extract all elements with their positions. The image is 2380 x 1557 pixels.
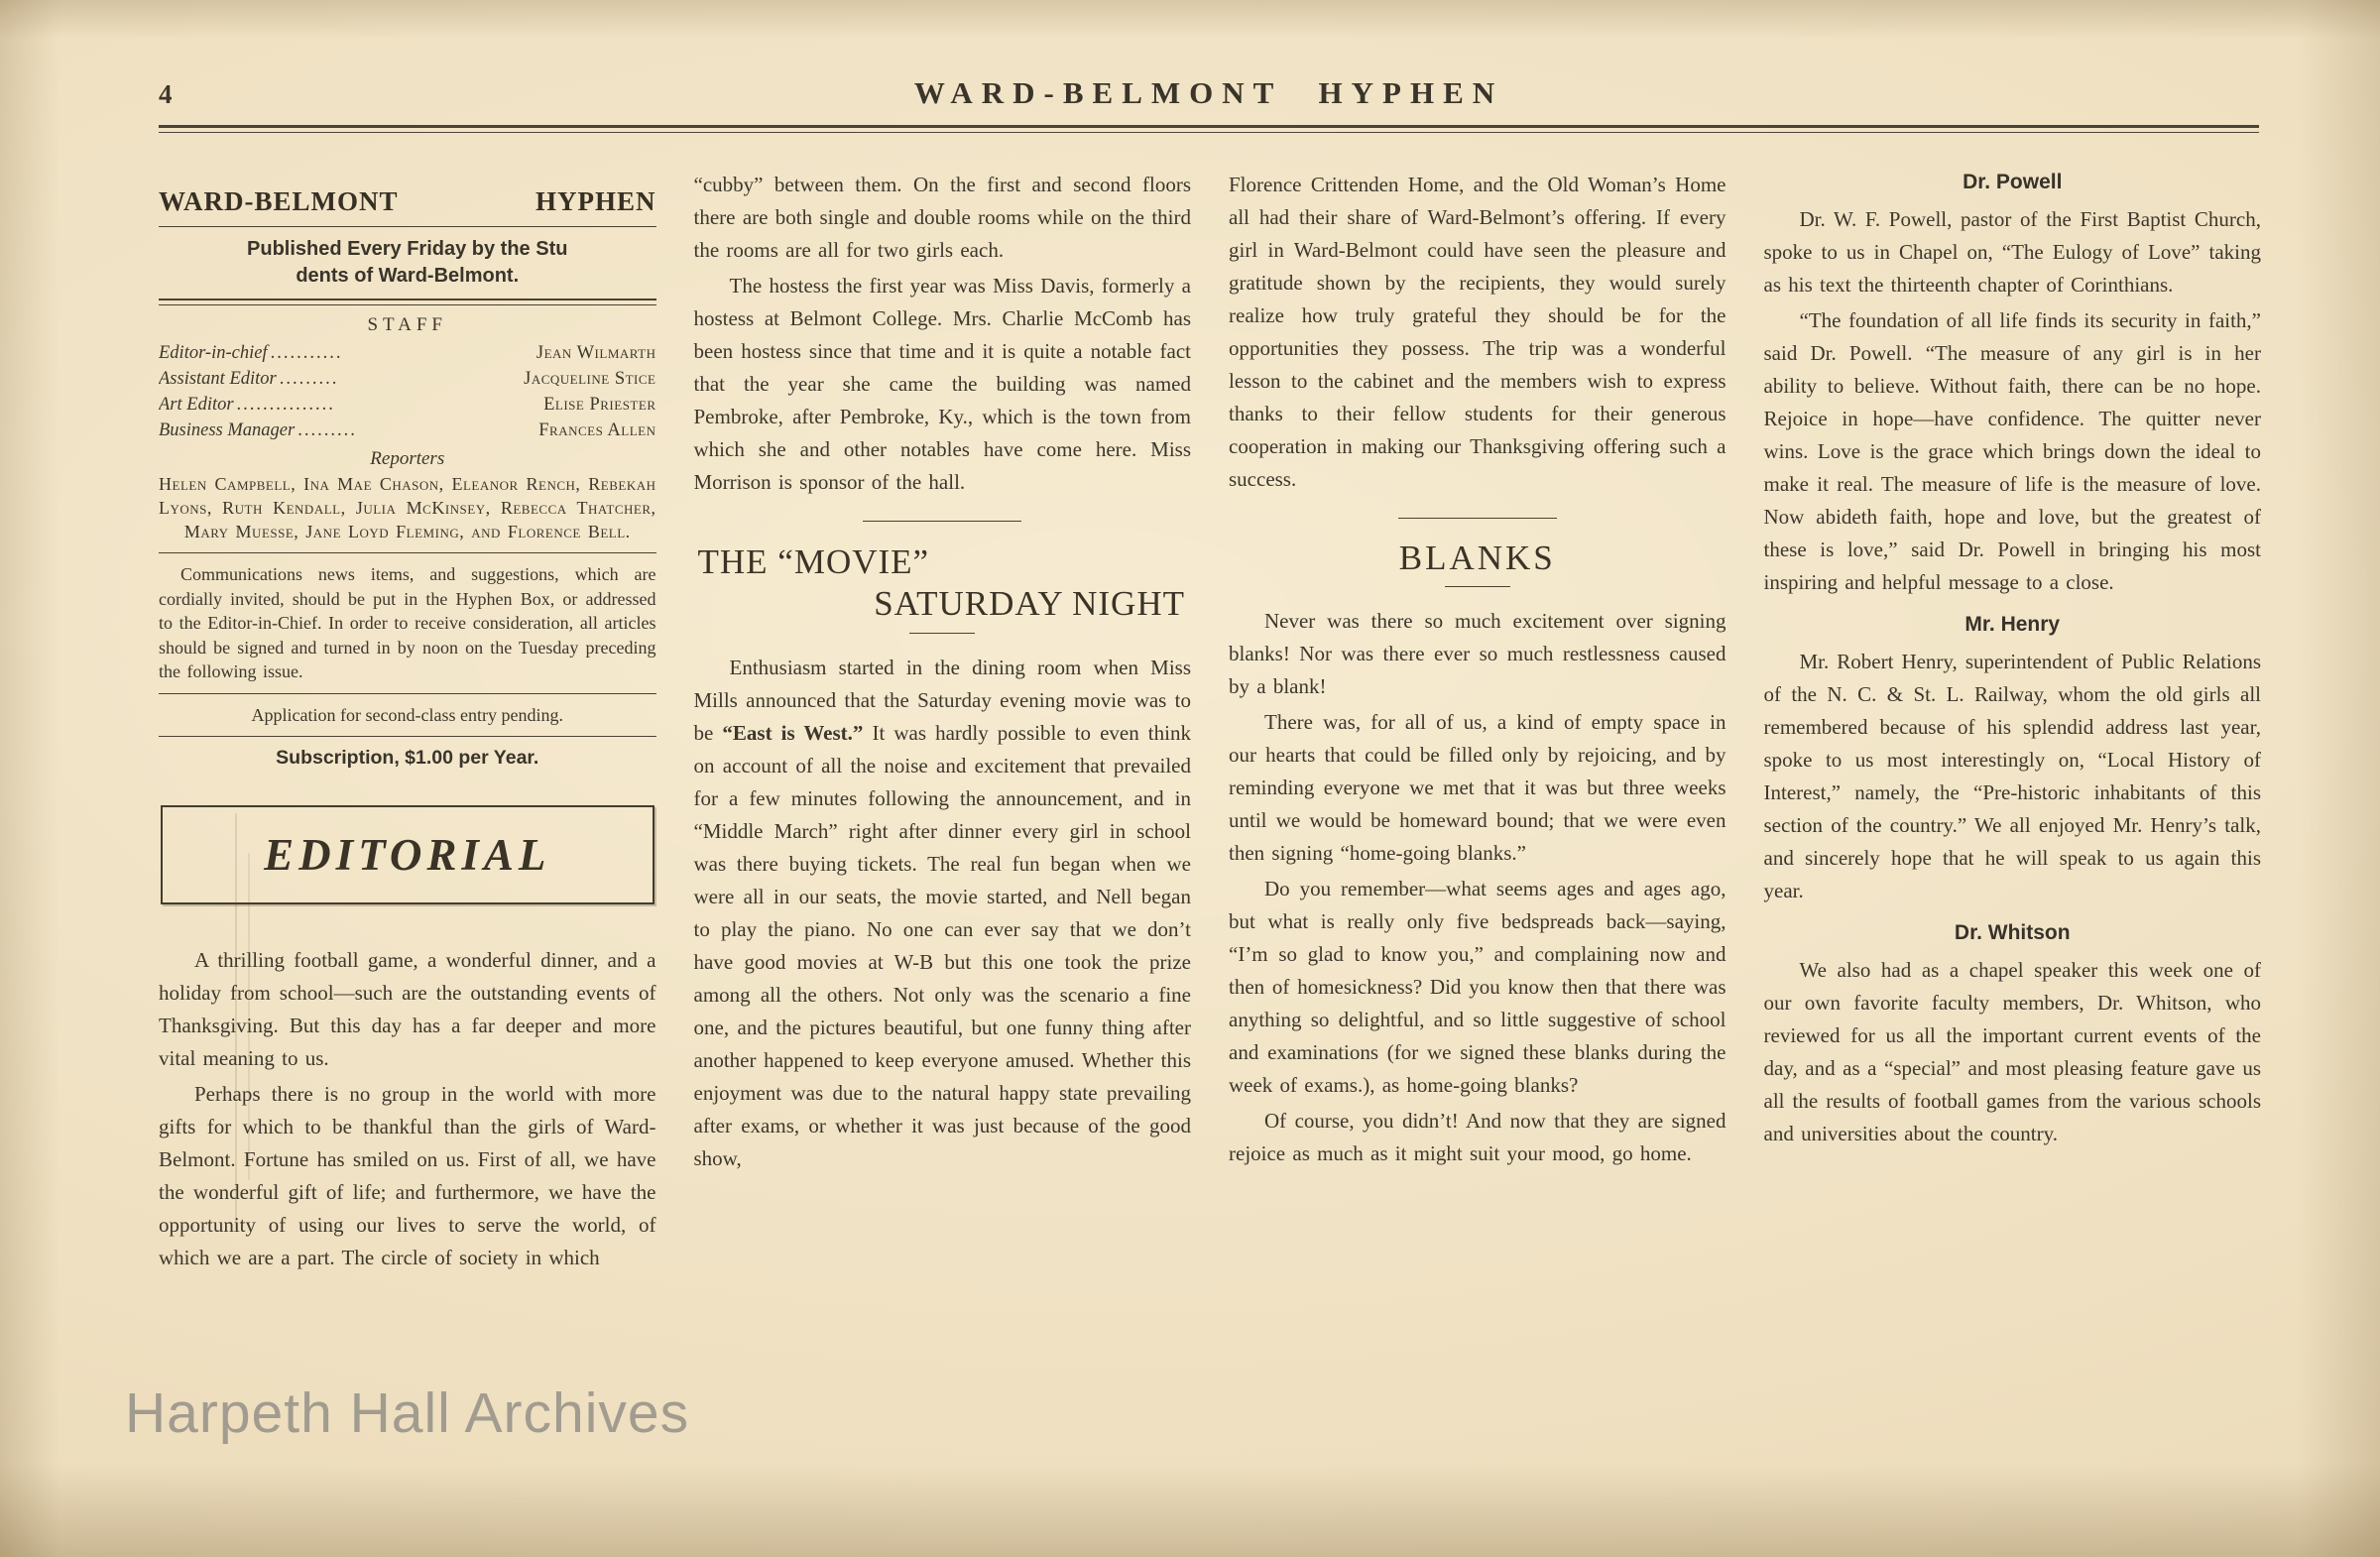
rule (159, 736, 656, 737)
section-heading-dr-whitson: Dr. Whitson (1954, 921, 2071, 944)
column-1 (159, 169, 656, 1557)
section-heading-dr-powell: Dr. Powell (1963, 171, 2063, 193)
staff-dots: ............... (236, 395, 335, 415)
paragraph-text: Enthusiasm started in the dining room when Miss Mills announced that the Saturday evening movie was to be (693, 656, 1191, 745)
scan-crease (248, 853, 250, 1180)
paragraph: Of course, you didn’t! And now that they are signed rejoice as much as it might suit your mood, go home. (1229, 1109, 1726, 1165)
title-underline (1445, 586, 1510, 587)
title-underline (909, 633, 975, 634)
paragraph: A thrilling football game, a wonderful dinner, and a holiday from school—such are the outstanding events of Thanksgiving. But this day has a far deeper and more vital meaning to us. (159, 947, 656, 1070)
paragraph: There was, for all of us, a kind of empty space in our hearts that could be filled only by rejoicing, and by reminding everyone we met that it was but three weeks until we would be homeward bound; that we were even then signing “home-going blanks.” (1229, 710, 1726, 865)
staff-row (159, 340, 656, 366)
staff-row (159, 418, 656, 443)
reporters-heading: Reporters (370, 448, 445, 469)
published-line-2: dents of Ward-Belmont. (296, 265, 520, 287)
communications-note: Communications news items, and suggestions, which are cordially invited, should be put in the Hyphen Box, or addressed to the Editor-in-Chief. In order to receive consideration, all articles should be signed and turned in by noon on the Tuesday preceding the following issue. (159, 564, 656, 681)
column-4 (1764, 169, 2262, 1557)
column-2 (694, 169, 1192, 1557)
rule-double (159, 299, 656, 305)
rule (159, 226, 656, 227)
staff-dots: ......... (279, 369, 339, 389)
rule (159, 693, 656, 694)
subscription-note: Subscription, $1.00 per Year. (276, 746, 539, 769)
article-title-line-2: SATURDAY NIGHT (874, 584, 1185, 623)
editorial-title: EDITORIAL (264, 829, 551, 880)
staff-role: Business Manager (159, 420, 296, 440)
paragraph: Florence Crittenden Home, and the Old Woman’s Home all had their share of Ward-Belmont’s offering. If every girl in Ward-Belmont could have seen the pleasure and gratitude shown by the recipients, they would surely realize how truly grateful they should be for the opportunities they possess. The trip was a wonderful lesson to the cabinet and the members wish to express thanks to their fellow students for their generous cooperation in making our Thanksgiving offering such a success. (1229, 173, 1726, 491)
article-title-blanks: BLANKS (1398, 539, 1556, 577)
paragraph: The hostess the first year was Miss Davis, formerly a hostess at Belmont College. Mrs. Charlie McComb has been hostess since that time and it is quite a notable fact that the year she came the building was named Pembroke, after Pembroke, Ky., which is the town from which she and other notables have come here. Miss Morrison is sponsor of the hall. (693, 274, 1191, 494)
scan-crease (235, 813, 237, 1230)
staff-dots: ......... (298, 420, 357, 440)
section-heading-mr-henry: Mr. Henry (1964, 613, 2061, 636)
columns (159, 169, 2261, 1557)
published-line (159, 236, 656, 290)
paragraph: Never was there so much excitement over signing blanks! Nor was there ever so much restlessness caused by a blank! (1229, 609, 1726, 698)
masthead-title: WARD-BELMONT HYPHEN (159, 186, 656, 216)
staff-name: Frances Allen (538, 420, 656, 440)
article-title-line-1: THE “MOVIE” (697, 542, 930, 581)
paragraph: Perhaps there is no group in the world with more gifts for which to be thankful than the girls of Ward-Belmont. Fortune has smiled on us. First of all, we have the wonderful gift of life; and furthermore, we have the opportunity of using our lives to serve the world, of which we are a part. The circle of society in which (159, 1081, 656, 1269)
staff-row (159, 392, 656, 418)
staff-name: Elise Priester (543, 395, 656, 415)
section-divider (1398, 518, 1557, 519)
staff-role: Editor-in-chief (159, 343, 268, 363)
section-divider (863, 521, 1021, 522)
rule (159, 552, 656, 553)
staff-name: Jean Wilmarth (536, 343, 656, 363)
column-3 (1229, 169, 1726, 1557)
movie-name-bold: “East is West.” (722, 721, 864, 745)
staff-role: Assistant Editor (159, 369, 277, 389)
paragraph: Dr. W. F. Powell, pastor of the First Baptist Church, spoke to us in Chapel on, “The Eulogy of Love” taking as his text the thirteenth chapter of Corinthians. (1763, 207, 2261, 297)
paragraph: “The foundation of all life finds its security in faith,” said Dr. Powell. “The measure of any girl is in her ability to believe. Without faith, there can be no hope. Rejoice in hope—have confidence. The quitter never wins. Love is the grace which brings down the ideal to make it real. The measure of life is the measure of love. Now abideth faith, hope and love, but the greatest of these is love,” said Dr. Powell in bringing his most inspiring and helpful message to a close. (1763, 308, 2261, 594)
published-line-1: Published Every Friday by the Stu (247, 238, 568, 260)
entry-pending-note: Application for second-class entry pending. (251, 704, 563, 725)
article-title-movie (694, 541, 1192, 625)
paragraph: “cubby” between them. On the first and second floors there are both single and double rooms while on the third the rooms are all for two girls each. (693, 173, 1191, 262)
paragraph (694, 652, 1192, 1175)
paragraph: Mr. Robert Henry, superintendent of Public Relations of the N. C. & St. L. Railway, whom the old girls all remembered because of his splendid address last year, spoke to us most interestingly on, “Local History of Interest,” namely, the “Pre-historic inhabitants of this section of the country.” We all enjoyed Mr. Henry’s talk, and sincerely hope that he will speak to us again this year. (1763, 650, 2261, 902)
staff-row (159, 366, 656, 392)
archive-watermark: Harpeth Hall Archives (125, 1381, 690, 1445)
paragraph: We also had as a chapel speaker this week one of our own favorite faculty members, Dr. Whitson, who reviewed for us all the important current events of the day, and as a “special” and most pleasing feature gave us all the results of football games from the various schools and universities about the country. (1763, 958, 2261, 1145)
page-number: 4 (159, 79, 173, 109)
reporters-names: Helen Campbell, Ina Mae Chason, Eleanor Rench, Rebekah Lyons, Ruth Kendall, Julia McKinsey, Rebecca Thatcher, Mary Muesse, Jane Loyd Fleming, and Florence Bell. (159, 474, 656, 541)
staff-role: Art Editor (159, 395, 234, 415)
paragraph: Do you remember—what seems ages and ages ago, but what is really only five bedspreads back—saying, “I’m so glad to know you,” and complaining now and then of homesickness? Did you know then that there was anything so delightful, and so little suggestive of school and examinations (for we signed these blanks during the week of exams.), as home-going blanks? (1229, 877, 1726, 1097)
header-rule (159, 125, 2259, 133)
paragraph-text: It was hardly possible to even think on account of all the noise and excitement that prevailed for a few minutes following the announcement, and in “Middle March” right after dinner every girl in school was there buying tickets. The real fun began when we were all in our seats, the movie started, and Nell began to play the piano. No one can ever say that we don’t have good movies at W-B but this one took the prize among all the others. Not only was the scenario a fine one, and the pictures beautiful, but one funny thing after another happened to keep everyone amused. Whether this enjoyment was due to the natural happy state prevailing after exams, or whether it was just because of the good show, (693, 721, 1191, 1170)
page-header (159, 73, 2259, 117)
staff-heading: STAFF (367, 314, 447, 335)
staff-dots: ........... (270, 343, 343, 363)
newspaper-header-title: WARD-BELMONT HYPHEN (913, 75, 1504, 110)
staff-name: Jacqueline Stice (524, 369, 656, 389)
